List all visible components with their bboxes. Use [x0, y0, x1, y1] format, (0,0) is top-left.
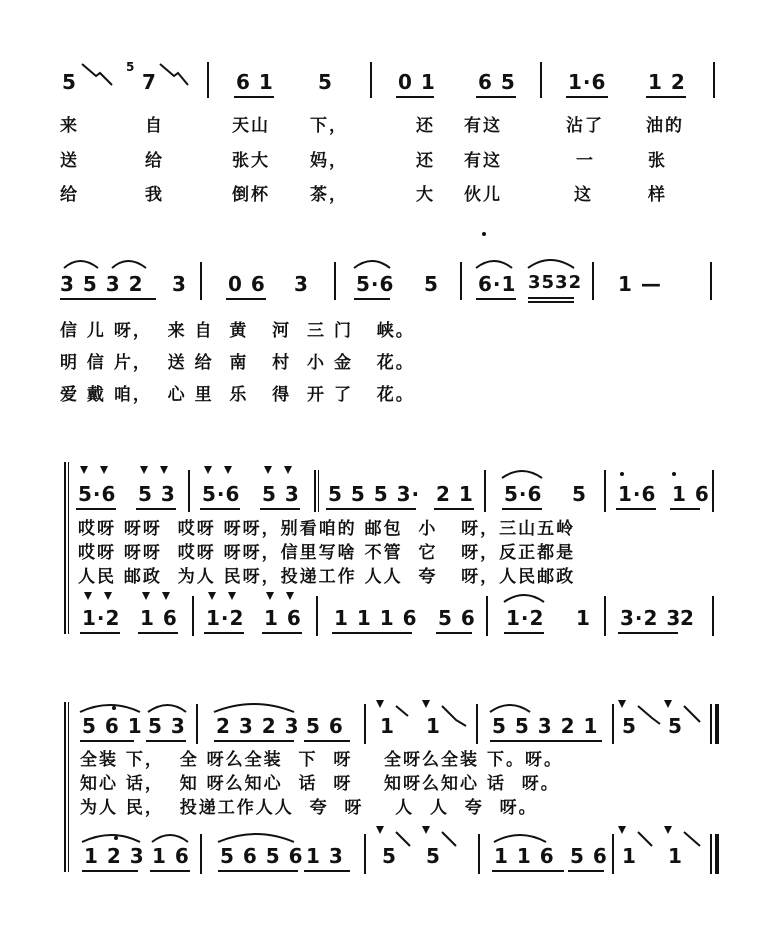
- lyric: 妈，: [310, 151, 348, 171]
- slur: [502, 471, 542, 478]
- note-s4-u6: 1: [426, 714, 441, 738]
- note-s2-8: 3532: [528, 272, 583, 293]
- glissando-mark: [396, 706, 408, 716]
- lyric: 还: [416, 116, 435, 136]
- lyric: 下，: [310, 116, 348, 136]
- lyric: 还: [416, 151, 435, 171]
- slur: [490, 705, 530, 712]
- note-s4-u5: 1: [380, 714, 395, 738]
- lyric: 张大: [232, 151, 270, 171]
- note-s4-u4: 5 6: [306, 714, 344, 738]
- note-s1-8: 1 2: [648, 70, 686, 94]
- note-s3-u9: 1·6: [618, 482, 657, 506]
- note-s4-u8: 5: [622, 714, 637, 738]
- lyric: 油的: [646, 116, 684, 136]
- note-s2-4: 3: [294, 272, 309, 296]
- glissando-marks: [82, 64, 700, 846]
- slur: [494, 835, 546, 842]
- note-s4-l3: 5 6 5 6: [220, 844, 304, 868]
- note-s2-9: 1 —: [618, 272, 662, 296]
- lyric-row: 信 儿 呀， 来 自 黄 河 三 门 峡。: [60, 321, 415, 341]
- lyric: 给: [60, 185, 79, 205]
- glissando-mark: [684, 832, 700, 846]
- lyric-row: 爱 戴 咱， 心 里 乐 得 开 了 花。: [60, 385, 415, 405]
- octave-dots: [112, 232, 676, 840]
- slur: [82, 835, 140, 842]
- note-s4-l7: 1 1 6: [494, 844, 555, 868]
- lyric: 倒杯: [232, 185, 270, 205]
- note-s3-u2: 5 3: [138, 482, 176, 506]
- lyric-row: 全装 下， 全 呀么全装 下 呀 全呀么全装 下。呀。: [80, 750, 563, 770]
- glissando-mark: [638, 832, 652, 846]
- note-s3-l2: 1 6: [140, 606, 178, 630]
- note-s1-5: 0 1: [398, 70, 436, 94]
- note-s4-l1: 1 2 3: [84, 844, 145, 868]
- note-s1-6: 6 5: [478, 70, 516, 94]
- lyric: 我: [145, 185, 164, 205]
- slur: [528, 260, 574, 268]
- slur: [112, 261, 146, 268]
- note-s4-u3: 2 3 2 3: [216, 714, 300, 738]
- lyric: 茶，: [310, 185, 348, 205]
- slur: [218, 834, 294, 842]
- note-s3-l1: 1·2: [82, 606, 121, 630]
- note-s3-l10: 2: [680, 606, 695, 630]
- lyric: 伙儿: [464, 185, 502, 205]
- glissando-mark: [442, 832, 456, 846]
- glissando-mark: [396, 832, 410, 846]
- note-s1-1: 5: [62, 70, 77, 94]
- lyric-row: 哎呀 呀呀 哎呀 呀呀，别看咱的 邮包 小 呀，三山五岭: [78, 519, 576, 539]
- lyric: 样: [648, 185, 667, 205]
- note-s4-l10: 1: [668, 844, 683, 868]
- slur: [504, 595, 544, 602]
- note-s4-l6: 5: [426, 844, 441, 868]
- lyric: 张: [648, 151, 667, 171]
- note-s3-l7: 1·2: [506, 606, 545, 630]
- lyric: 一: [576, 151, 595, 171]
- note-s3-u5: 5 5 5 3·: [328, 482, 421, 506]
- slur: [214, 704, 294, 712]
- slurs: [64, 260, 574, 842]
- note-s4-l9: 1: [622, 844, 637, 868]
- grace-note: 5: [126, 60, 136, 74]
- slur: [152, 835, 188, 842]
- note-s3-l8: 1: [576, 606, 591, 630]
- slur: [354, 261, 390, 268]
- note-s3-u7: 5·6: [504, 482, 543, 506]
- slur: [476, 261, 512, 268]
- slur: [148, 705, 186, 712]
- note-s4-u9: 5: [668, 714, 683, 738]
- lyric: 有这: [464, 151, 502, 171]
- lyric-row: 人民 邮政 为人 民呀，投递工作 人人 夸 呀，人民邮政: [78, 567, 576, 587]
- note-s4-u7: 5 5 3 2 1: [492, 714, 599, 738]
- note-s4-l5: 5: [382, 844, 397, 868]
- lyric-row: 知心 话， 知 呀么知心 话 呀 知呀么知心 话 呀。: [80, 774, 560, 794]
- lyric: 给: [145, 151, 164, 171]
- slur: [80, 705, 140, 712]
- slur: [64, 261, 98, 268]
- lyric: 大: [416, 185, 435, 205]
- lyric: 天山: [232, 116, 270, 136]
- note-s3-l5: 1 1 1 6: [334, 606, 418, 630]
- glissando-mark: [82, 64, 112, 85]
- note-s4-l2: 1 6: [152, 844, 190, 868]
- note-s2-7: 6·1: [478, 272, 517, 296]
- lyric: 送: [60, 151, 79, 171]
- lyric: 有这: [464, 116, 502, 136]
- glissando-mark: [638, 706, 660, 724]
- note-s1-3: 6 1: [236, 70, 274, 94]
- lyric: 沾了: [566, 116, 604, 136]
- note-s2-1: 3 5 3 2: [60, 272, 144, 296]
- glissando-mark: [684, 706, 700, 722]
- lyric-row: 哎呀 呀呀 哎呀 呀呀，信里写啥 不管 它 呀，反正都是: [78, 543, 576, 563]
- note-s3-l4: 1 6: [264, 606, 302, 630]
- lyric: 来: [60, 116, 79, 136]
- note-s1-4: 5: [318, 70, 333, 94]
- lyric-row: 为人 民， 投递工作人人 夸 呀 人 人 夸 呀。: [80, 798, 538, 818]
- lyric-row: 明 信 片， 送 给 南 村 小 金 花。: [60, 353, 415, 373]
- note-s1-2: 7: [142, 70, 157, 94]
- note-s2-2: 3: [172, 272, 187, 296]
- note-s4-u1: 5 6 1: [82, 714, 143, 738]
- note-s4-l8: 5 6: [570, 844, 608, 868]
- lyric: 这: [574, 185, 593, 205]
- note-s3-l9: 3·2 3: [620, 606, 682, 630]
- lyric: 自: [145, 116, 164, 136]
- note-s1-7: 1·6: [568, 70, 607, 94]
- glissando-mark: [160, 64, 188, 85]
- note-s3-u3: 5·6: [202, 482, 241, 506]
- note-s2-6: 5: [424, 272, 439, 296]
- note-s4-u2: 5 3: [148, 714, 186, 738]
- accent-marks: [80, 466, 672, 834]
- note-s4-l4: 1 3: [306, 844, 344, 868]
- note-s3-u10: 1 6: [672, 482, 710, 506]
- note-s3-u6: 2 1: [436, 482, 474, 506]
- note-s3-u1: 5·6: [78, 482, 117, 506]
- note-s3-u4: 5 3: [262, 482, 300, 506]
- glissando-mark: [442, 706, 466, 726]
- note-s2-5: 5·6: [356, 272, 395, 296]
- note-s3-l3: 1·2: [206, 606, 245, 630]
- note-s2-3: 0 6: [228, 272, 266, 296]
- note-s3-u8: 5: [572, 482, 587, 506]
- note-s3-l6: 5 6: [438, 606, 476, 630]
